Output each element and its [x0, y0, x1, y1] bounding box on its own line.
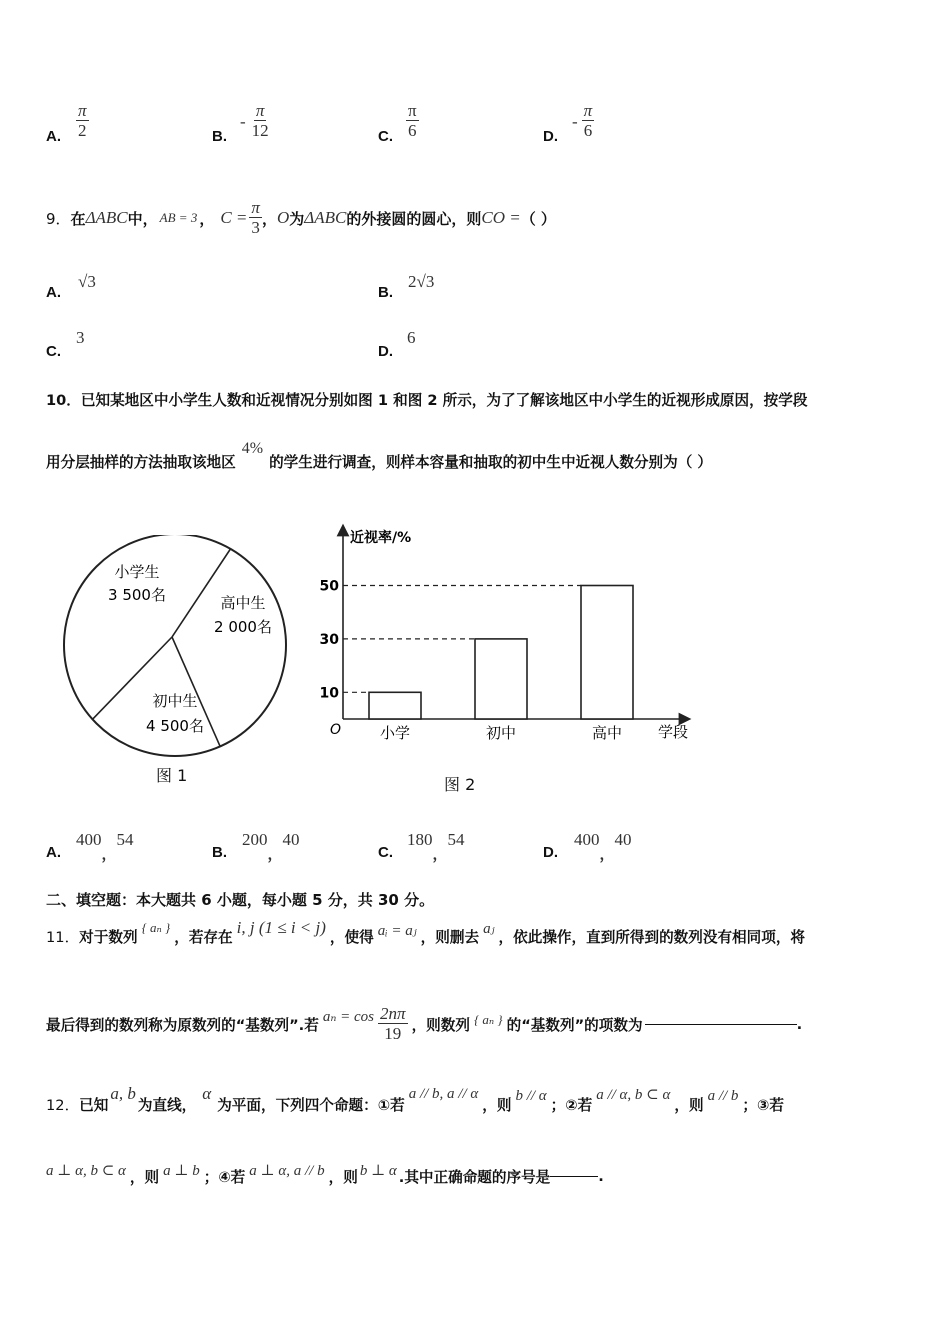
y-axis-label: 近视率/% — [350, 530, 412, 546]
q8-option-d[interactable] — [543, 128, 558, 145]
option-label: B. — [212, 128, 227, 145]
q10-line1: 10．已知某地区中小学生人数和近视情况分别如图 1 和图 2 所示，为了了解该地区中小学生的近视形成原因，按学段 — [46, 392, 808, 409]
option-label: A. — [46, 128, 61, 145]
bar-小学 — [369, 692, 421, 719]
figure2-caption: 图 2 — [444, 775, 476, 794]
y-tick-label: 30 — [320, 631, 339, 648]
q10-option-b[interactable]: B. — [212, 844, 227, 861]
percent-value: 4% — [241, 440, 264, 457]
q8-option-a-value: $\frac{\pi}{2}$ — [78, 101, 87, 140]
q9-stem: 9． 在 ΔABC 中， AB = 3 ， C = $\frac{\pi}{3}$ ， O 为 ΔABC 的外接圆的圆心，则 CO = （ ） — [46, 197, 556, 237]
pie-count-primary: 3 500名 — [108, 586, 166, 604]
q9-option-a-value: √3 — [78, 272, 96, 291]
x-axis-label: 学段 — [658, 723, 689, 741]
pie-count-junior: 4 500名 — [146, 717, 204, 735]
q9-option-d-value: 6 — [407, 328, 416, 347]
q12-line1: 12． 已知 a, b 为直线， α 为平面，下列四个命题：①若 a // b, a // α ，则 b // α ；②若 a // α, b ⊂ α ，则 a // b ；③若 — [46, 1084, 784, 1114]
answer-blank[interactable] — [550, 1176, 598, 1177]
q9-option-c[interactable]: C. — [46, 343, 61, 360]
question-number: 9． — [46, 209, 71, 228]
q11-line2: 最后得到的数列称为原数列的“基数列”.若 aₙ = cos $\frac{2n\pi}{19}$ ，则数列 { aₙ } 的“基数列”的项数为 . — [46, 1003, 803, 1043]
q8-option-d-value: - $\frac{\pi}{6}$ — [572, 101, 593, 140]
section-heading: 二、填空题：本大题共 6 小题，每小题 5 分，共 30 分。 — [46, 891, 435, 909]
q8-option-c[interactable] — [378, 128, 393, 145]
x-tick-label: 小学 — [379, 724, 411, 742]
q10-option-c[interactable]: C. — [378, 844, 393, 861]
q8-option-c-value: $\frac{\pi}{6}$ — [408, 101, 417, 140]
question-number: 11． — [46, 928, 80, 946]
y-tick-label: 50 — [320, 578, 339, 595]
q10-option-d-value: 400，40 — [574, 830, 632, 863]
q10-option-b-value: 200，40 — [242, 830, 300, 863]
pie-count-senior: 2 000名 — [214, 618, 272, 636]
q9-option-d[interactable]: D. — [378, 343, 393, 360]
x-tick-label: 初中 — [485, 724, 517, 742]
q9-option-b[interactable]: B. — [378, 284, 393, 301]
bar-chart-figure2 — [320, 520, 700, 750]
bar-高中 — [581, 586, 633, 720]
pie-label-primary: 小学生 — [114, 563, 160, 581]
q9-option-c-value: 3 — [76, 328, 85, 347]
option-label: D. — [543, 128, 558, 145]
q12-line2: a ⊥ α, b ⊂ α ，则 a ⊥ b ；④若 a ⊥ α, a // b ，则 b ⊥ α .其中正确命题的序号是 . — [46, 1162, 604, 1186]
x-tick-label: 高中 — [591, 724, 623, 742]
q10-option-c-value: 180，54 — [407, 830, 465, 863]
q10-option-a-value: 400，54 — [76, 830, 134, 863]
q10-option-a[interactable]: A. — [46, 844, 61, 861]
figure1-caption: 图 1 — [156, 766, 188, 785]
q11-line1: 11． 对于数列 { aₙ } ，若存在 i, j (1 ≤ i < j) ，使得 aᵢ = aⱼ ，则删去 aⱼ ，依此操作，直到所得到的数列没有相同项，将 — [46, 918, 806, 946]
q10-line2: 用分层抽样的方法抽取该地区4%的学生进行调查，则样本容量和抽取的初中生中近视人数分别为（ ） — [46, 440, 712, 471]
option-label: C. — [378, 128, 393, 145]
pie-chart-figure1 — [55, 535, 295, 795]
q8-option-b-value: - $\frac{\pi}{12}$ — [240, 101, 269, 140]
question-number: 12． — [46, 1096, 80, 1114]
pie-label-junior: 初中生 — [152, 692, 198, 710]
q9-option-b-value: 2√3 — [408, 272, 435, 291]
q8-option-b[interactable] — [212, 128, 227, 145]
answer-blank[interactable] — [645, 1024, 797, 1025]
q9-option-a[interactable]: A. — [46, 284, 61, 301]
y-tick-label: 10 — [320, 685, 339, 702]
bar-初中 — [475, 639, 527, 719]
origin-label: O — [330, 722, 342, 738]
q8-option-a[interactable] — [46, 128, 61, 145]
q10-option-d[interactable]: D. — [543, 844, 558, 861]
pie-label-senior: 高中生 — [220, 594, 266, 612]
